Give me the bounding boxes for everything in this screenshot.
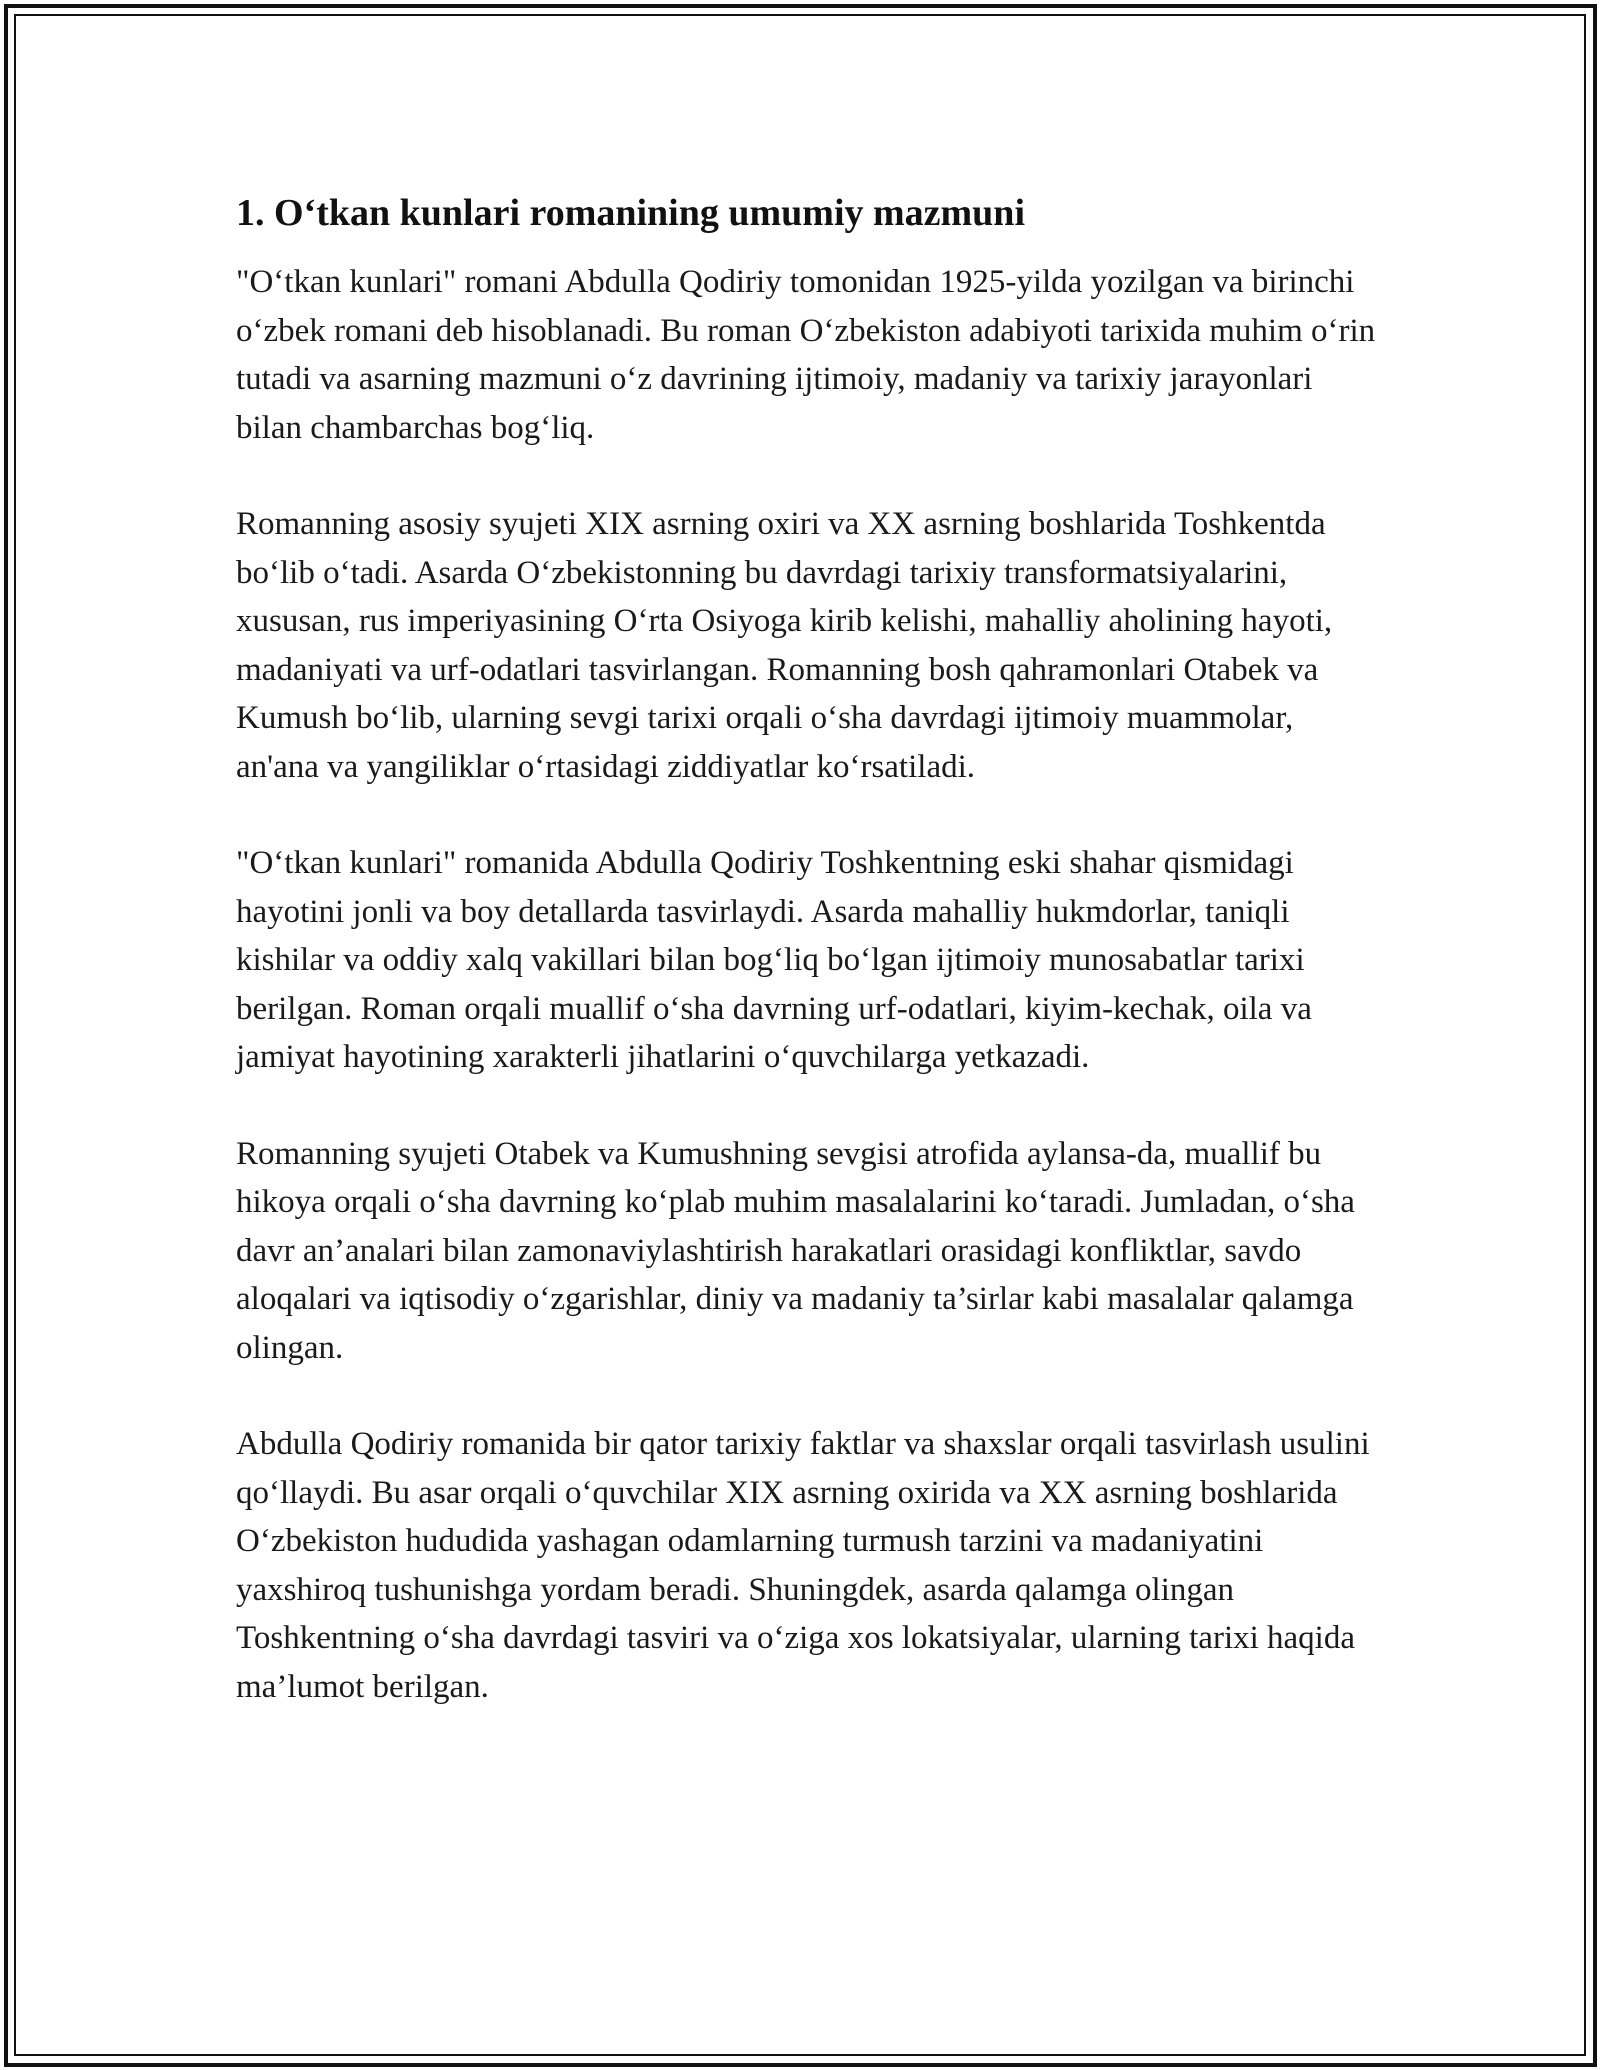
document-body xyxy=(236,188,1376,1759)
section-heading: 1. O‘tkan kunlari romanining umumiy mazmuni xyxy=(236,192,1026,234)
paragraph-3: "O‘tkan kunlari" romanida Abdulla Qodiriy Toshkentning eski shahar qismidagi hayotini jonli va boy detallarda tasvirlaydi. Asarda mahalliy hukmdorlar, taniqli kishilar va oddiy xalq vakillari bilan bog‘liq bo‘lgan ijtimoiy munosabatlar tarixi berilgan. Roman orqali muallif o‘sha davrning urf-odatlari, kiyim-kechak, oila va jamiyat hayotining xarakterli jihatlarini o‘quvchilarga yetkazadi. xyxy=(236,845,1312,1075)
paragraph-2: Romanning asosiy syujeti XIX asrning oxiri va XX asrning boshlarida Toshkentda bo‘lib o‘tadi. Asarda O‘zbekistonning bu davrdagi tarixiy transformatsiyalarini, xususan, rus imperiyasining O‘rta Osiyoga kirib kelishi, mahalliy aholining hayoti, madaniyati va urf-odatlari tasvirlangan. Romanning bosh qahramonlari Otabek va Kumush bo‘lib, ularning sevgi tarixi orqali o‘sha davrdagi ijtimoiy muammolar, an'ana va yangiliklar o‘rtasidagi ziddiyatlar ko‘rsatiladi. xyxy=(236,506,1333,785)
paragraph-1: "O‘tkan kunlari" romani Abdulla Qodiriy tomonidan 1925-yilda yozilgan va birinchi o‘zbek romani deb hisoblanadi. Bu roman O‘zbekiston adabiyoti tarixida muhim o‘rin tutadi va asarning mazmuni o‘z davrining ijtimoiy, madaniy va tarixiy jarayonlari bilan chambarchas bog‘liq. xyxy=(236,264,1376,446)
paragraph-4: Romanning syujeti Otabek va Kumushning sevgisi atrofida aylansa-da, muallif bu hikoya orqali o‘sha davrning ko‘plab muhim masalalarini ko‘taradi. Jumladan, o‘sha davr an’analari bilan zamonaviylashtirish harakatlari orasidagi konfliktlar, savdo aloqalari va iqtisodiy o‘zgarishlar, diniy va madaniy ta’sirlar kabi masalalar qalamga olingan. xyxy=(236,1135,1355,1366)
paragraph-5: Abdulla Qodiriy romanida bir qator tarixiy faktlar va shaxslar orqali tasvirlash usulini qo‘llaydi. Bu asar orqali o‘quvchilar XIX asrning oxirida va XX asrning boshlarida O‘zbekiston hududida yashagan odamlarning turmush tarzini va madaniyatini yaxshiroq tushunishga yordam beradi. Shuningdek, asarda qalamga olingan Toshkentning o‘sha davrdagi tasviri va o‘ziga xos lokatsiyalar, ularning tarixi haqida ma’lumot berilgan. xyxy=(236,1426,1370,1705)
